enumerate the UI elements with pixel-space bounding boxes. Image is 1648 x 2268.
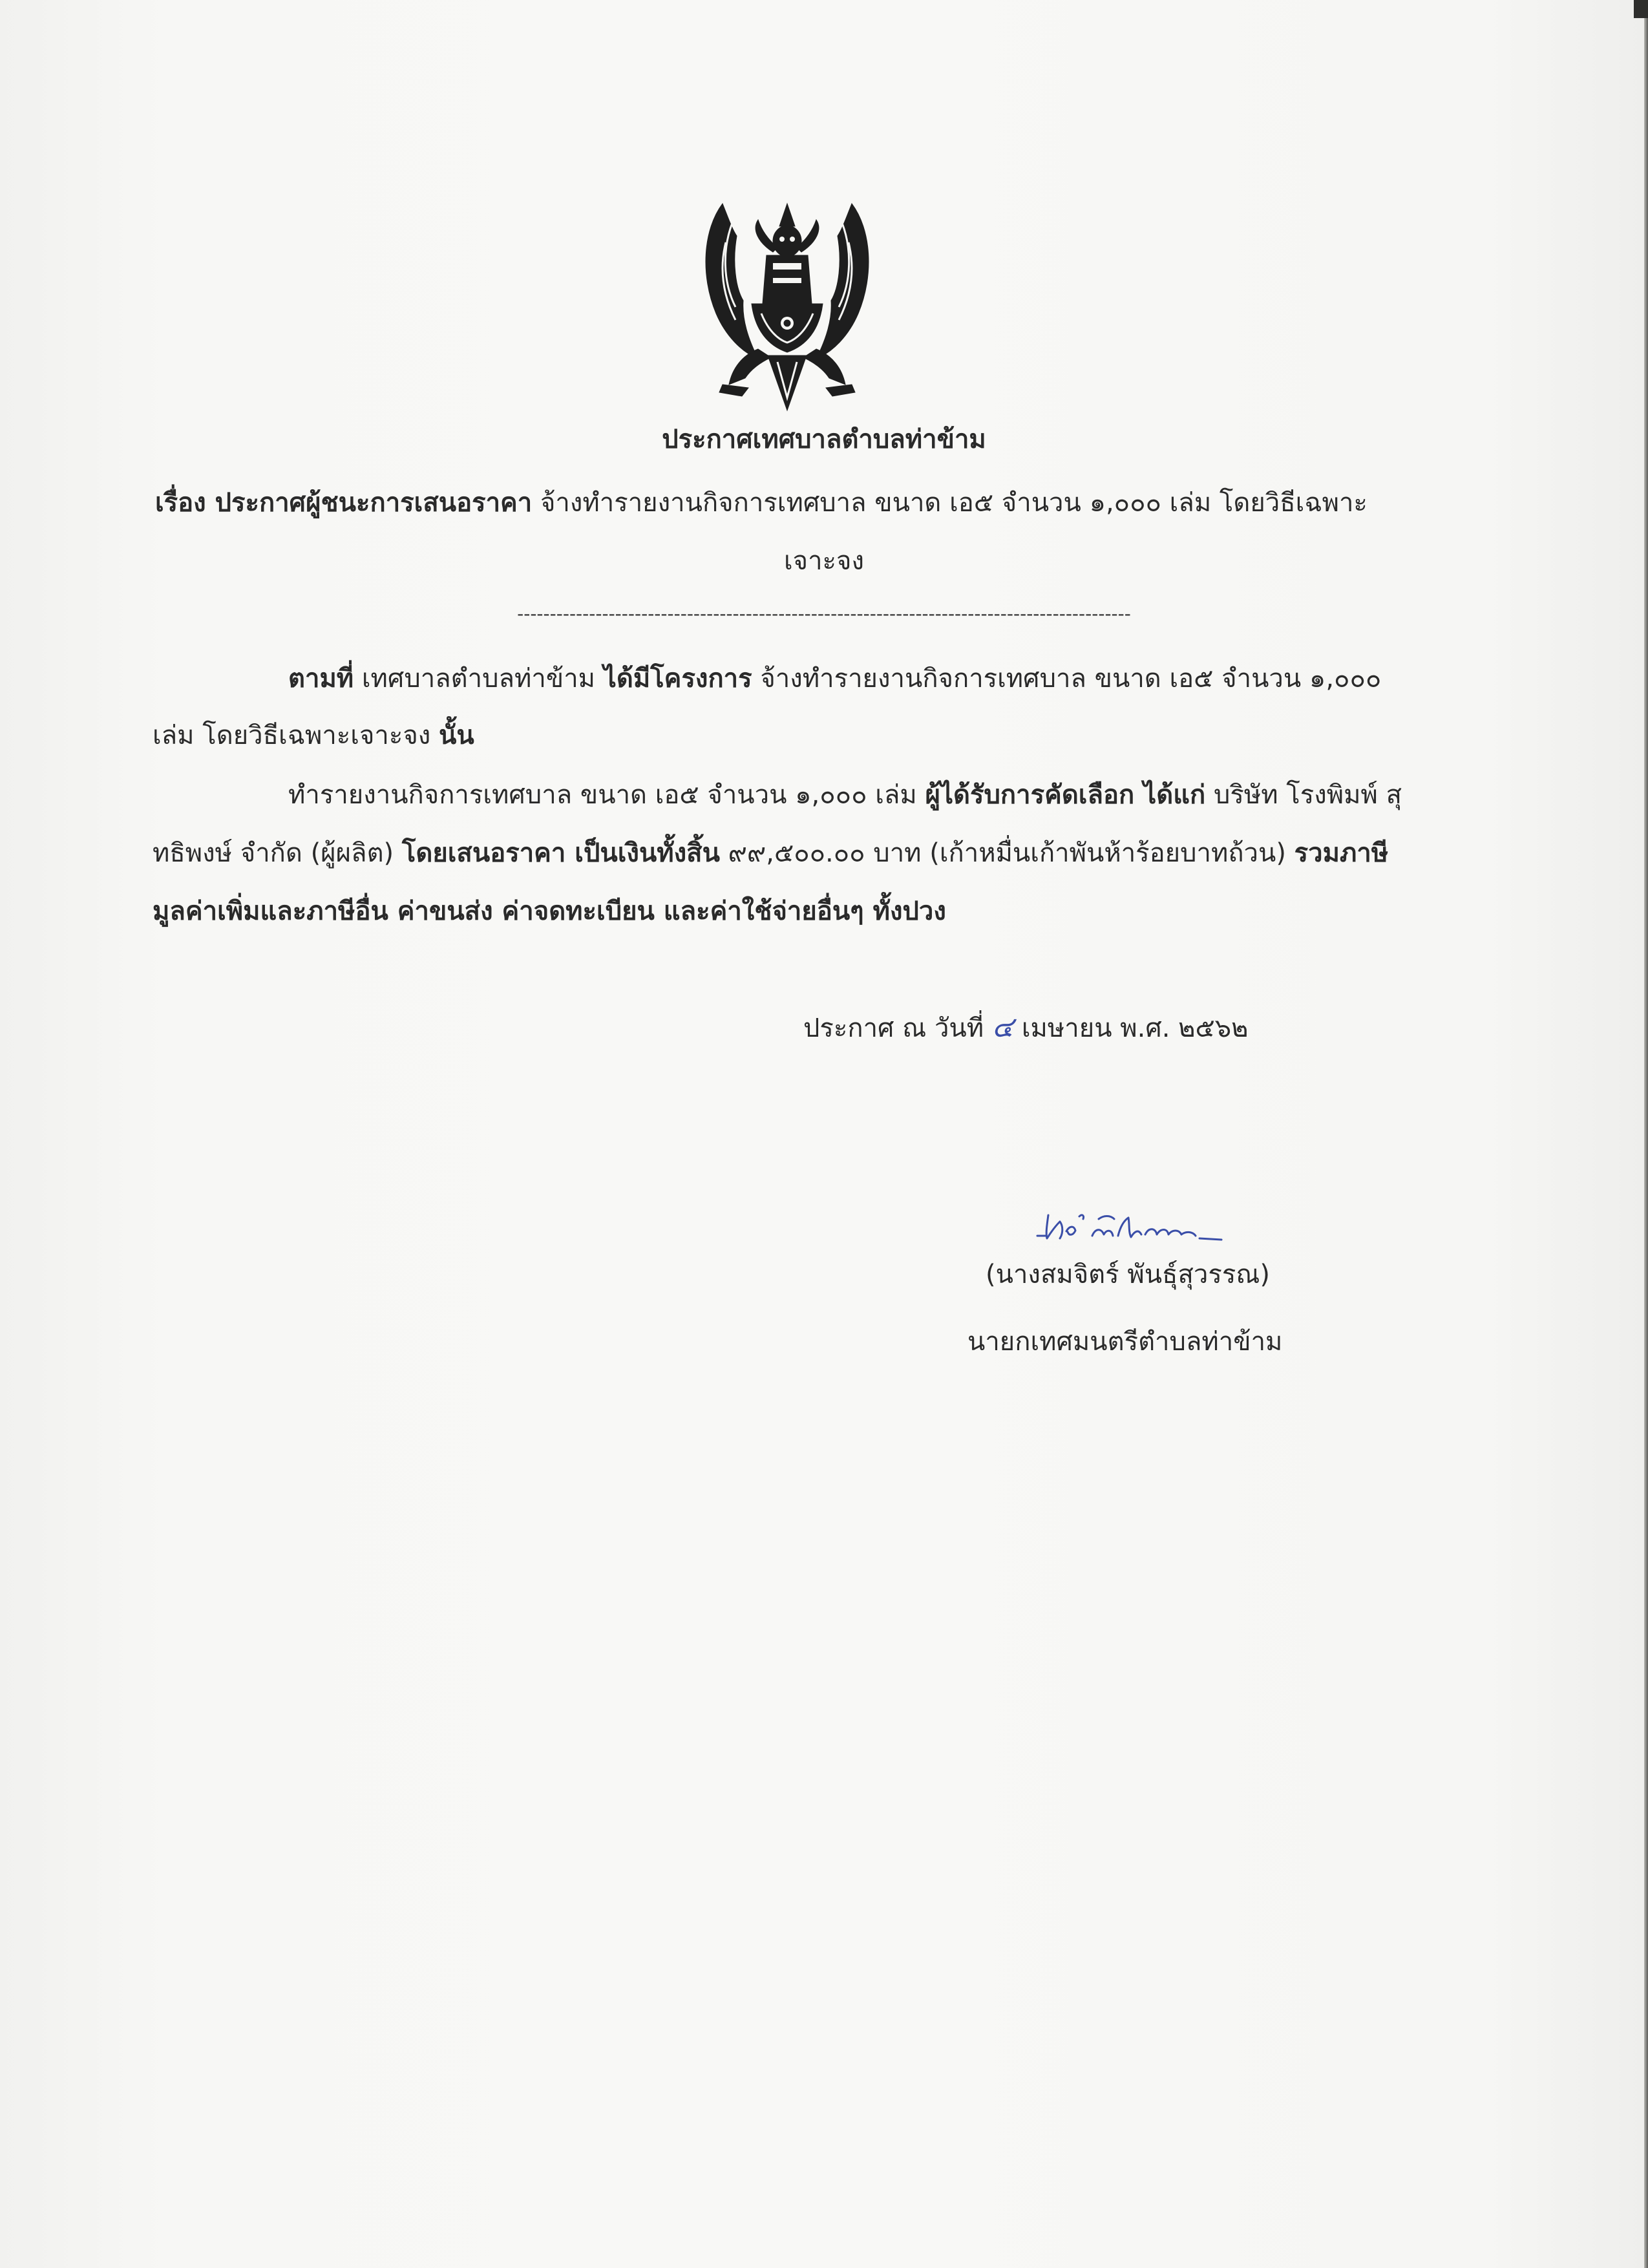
paragraph-2-line-1 bbox=[288, 776, 1402, 814]
p1-term-3: นั้น bbox=[439, 721, 474, 750]
p2-text-2: บริษัท โรงพิมพ์ สุ bbox=[1205, 780, 1402, 810]
p1-term-1: ตามที่ bbox=[288, 664, 354, 694]
p2-text-1: ทำรายงานกิจการเทศบาล ขนาด เอ๕ จำนวน ๑,๐๐๐ เล่ม bbox=[288, 780, 925, 810]
date-prefix: ประกาศ ณ วันที่ bbox=[803, 1013, 992, 1043]
p1-text-2: จ้างทำรายงานกิจการเทศบาล ขนาด เอ๕ จำนวน ๑,๐๐๐ bbox=[752, 664, 1382, 694]
garuda-emblem-icon bbox=[697, 191, 878, 423]
date-rest: เมษายน พ.ศ. ๒๕๖๒ bbox=[1013, 1013, 1249, 1043]
date-day-handwritten: ๔ bbox=[991, 1011, 1014, 1044]
paragraph-1-line-2 bbox=[153, 716, 474, 755]
p1-text-3: เล่ม โดยวิธีเฉพาะเจาะจง bbox=[153, 721, 439, 750]
paragraph-1-line-1 bbox=[288, 659, 1381, 698]
subject-text: จ้างทำรายงานกิจการเทศบาล ขนาด เอ๕ จำนวน ๑,๐๐๐ เล่ม โดยวิธีเฉพาะ bbox=[532, 488, 1368, 518]
p2-text-4: ๙๙,๕๐๐.๐๐ บาท (เก้าหมื่นเก้าพันห้าร้อยบาทถ้วน) bbox=[719, 838, 1294, 868]
announcement-date bbox=[803, 1008, 1249, 1048]
p2-term-1: ผู้ได้รับการคัดเลือก ได้แก่ bbox=[925, 780, 1206, 810]
subject-line-2: เจาะจง bbox=[783, 546, 865, 576]
paragraph-2-line-2 bbox=[153, 834, 1388, 873]
handwritten-signature bbox=[1034, 1202, 1228, 1254]
separator-line: ---------------------------------------------------------------------------------------------- bbox=[517, 603, 1131, 624]
subject-lead: เรื่อง ประกาศผู้ชนะการเสนอราคา bbox=[155, 488, 533, 518]
p2-term-2: โดยเสนอราคา เป็นเงินทั้งสิ้น bbox=[401, 838, 720, 868]
p1-text-1: เทศบาลตำบลท่าข้าม bbox=[354, 664, 604, 694]
organization-title: ประกาศเทศบาลตำบลท่าข้าม bbox=[662, 425, 986, 454]
signer-title: นายกเทศมนตรีตำบลท่าข้าม bbox=[967, 1327, 1283, 1357]
scan-edge bbox=[1644, 0, 1648, 2268]
paragraph-2-line-3: มูลค่าเพิ่มและภาษีอื่น ค่าขนส่ง ค่าจดทะเบียน และค่าใช้จ่ายอื่นๆ ทั้งปวง bbox=[153, 896, 946, 926]
signer-name: (นางสมจิตร์ พันธุ์สุวรรณ) bbox=[986, 1260, 1271, 1289]
p1-term-2: ได้มีโครงการ bbox=[603, 664, 752, 694]
subject-line-1 bbox=[155, 483, 1368, 522]
p2-term-3: รวมภาษี bbox=[1294, 838, 1389, 868]
scan-corner bbox=[1634, 0, 1648, 18]
p2-text-3: ทธิพงษ์ จำกัด (ผู้ผลิต) bbox=[153, 838, 402, 868]
